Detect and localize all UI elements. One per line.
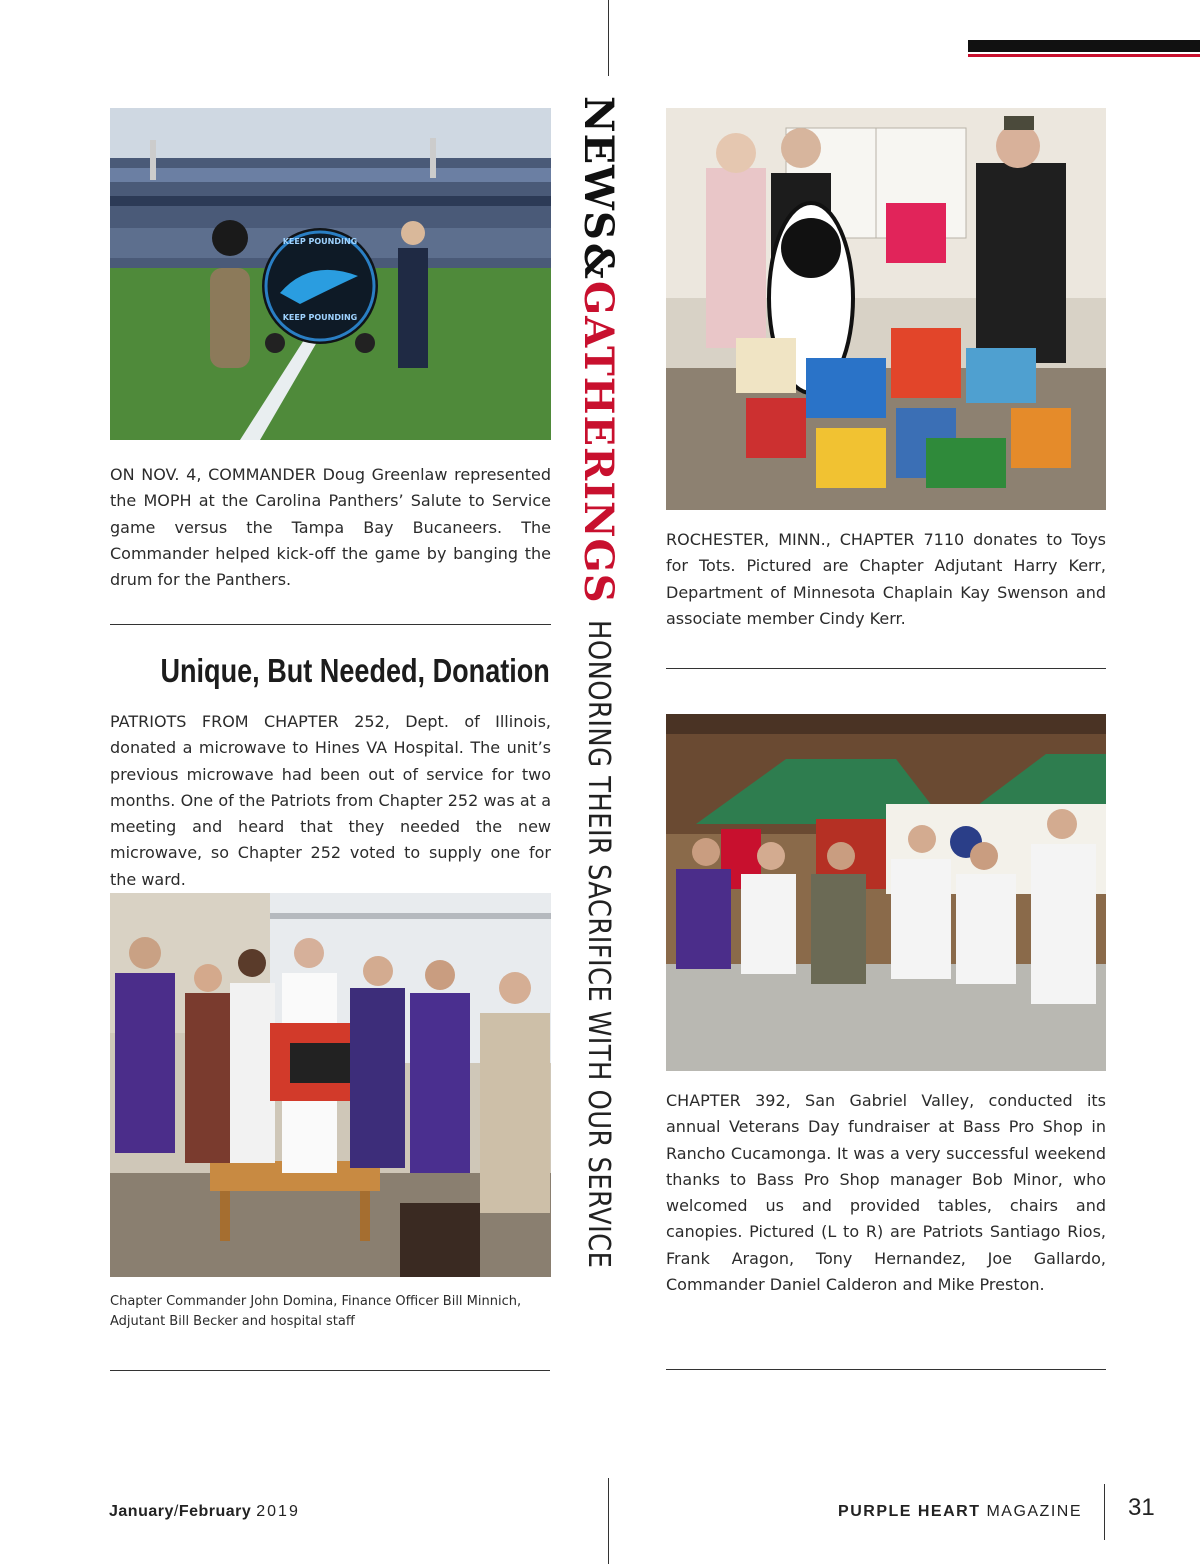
footer-year: 2019 — [256, 1503, 300, 1520]
section-title-gatherings: GATHERINGS — [575, 280, 623, 604]
footer-month2: February — [178, 1503, 252, 1520]
section-subtitle: HONORING THEIR SACRIFICE WITH OUR SERVICE — [581, 619, 617, 1268]
rule-left-1 — [110, 624, 551, 625]
photo-bass-pro-fundraiser — [666, 714, 1106, 1071]
story-bass-pro-caption: CHAPTER 392, San Gabriel Valley, conducted its annual Veterans Day fundraiser at Bass Pro Shop in Rancho Cucamonga. It was a very successful weekend thanks to Bass Pro Shop manager Bob Minor, who welcomed us and provided tables, chairs and canopies. Pictured (L to R) are Patriots Santiago Rios, Frank Aragon, Tony Hernandez, Joe Gallardo, Commander Daniel Calderon and Mike Preston. — [666, 1091, 1106, 1295]
story-panthers-caption: ON NOV. 4, COMMANDER Doug Greenlaw represented the MOPH at the Carolina Panthers’ Salute to Service game versus the Tampa Bay Bucaneers. The Commander helped kick-off the game by banging the drum for the Panthers. — [110, 465, 551, 590]
footer-issue-date — [109, 1503, 300, 1521]
section-title-ampersand: & — [575, 242, 623, 279]
rule-right-2 — [666, 1369, 1106, 1370]
footer-slash: / — [173, 1503, 179, 1520]
footer-divider — [1104, 1484, 1105, 1540]
photo-toys-for-tots — [666, 108, 1106, 510]
footer-magazine-name — [838, 1503, 1082, 1521]
photo-microwave-donation — [110, 893, 551, 1277]
top-rule-red — [968, 54, 1200, 57]
footer-magazine-light: MAGAZINE — [986, 1503, 1082, 1520]
center-divider-bottom — [608, 1478, 609, 1564]
photo-panthers-game — [110, 108, 551, 440]
headline-donation: Unique, But Needed, Donation — [160, 652, 550, 689]
photo-microwave-caption: Chapter Commander John Domina, Finance Officer Bill Minnich, Adjutant Bill Becker and hospital staff — [110, 1294, 522, 1329]
center-divider-top — [608, 0, 609, 76]
footer-magazine-bold: PURPLE HEART — [838, 1503, 981, 1520]
rule-right-1 — [666, 668, 1106, 669]
section-title-vertical — [568, 96, 630, 1456]
top-rule-black — [968, 40, 1200, 52]
story-microwave-body: PATRIOTS FROM CHAPTER 252, Dept. of Illinois, donated a microwave to Hines VA Hospital. The unit’s previous microwave had been out of service for two months. One of the Patriots from Chapter 252 was at a meeting and heard that they needed the new microwave, so Chapter 252 voted to supply one for the ward. — [110, 712, 551, 889]
section-title-news: NEWS — [575, 96, 623, 241]
drum-label-top: KEEP POUNDING — [282, 237, 358, 246]
drum-label-bottom: KEEP POUNDING — [282, 313, 358, 322]
rule-left-2 — [110, 1370, 550, 1371]
footer-month: January — [109, 1503, 174, 1520]
page-number: 31 — [1128, 1494, 1155, 1521]
story-toys-caption: ROCHESTER, MINN., CHAPTER 7110 donates to Toys for Tots. Pictured are Chapter Adjutant Harry Kerr, Department of Minnesota Chaplain Kay Swenson and associate member Cindy Kerr. — [666, 530, 1106, 628]
